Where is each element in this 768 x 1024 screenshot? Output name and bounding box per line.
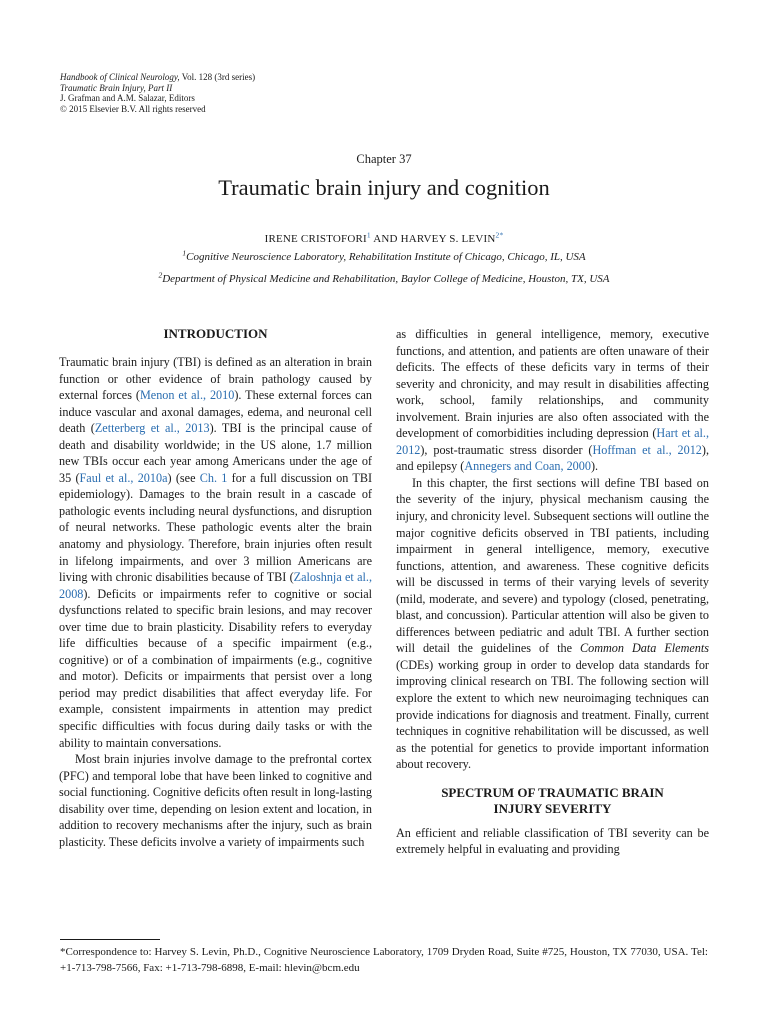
book-subtitle: Traumatic Brain Injury, Part II — [60, 82, 173, 93]
text-run: ) (see — [167, 470, 200, 485]
text-run: In this chapter, the first sections will define TBI based on the severity of the injury, physical mechanism causing the injury, and chronicity level. Subsequent sections will outline the major cognitive deficits observed in TBI patients, including impairment in general intelligence, memory, executive functions, attention, and awareness. These cognitive deficits will be discussed in terms of their varying levels of severity (mild, moderate, and severe) and typology (closed, penetrating, blast, and concussion). Particular attention will also be given to differences between pediatric and adult TBI. A further section will detail the guidelines of the — [396, 475, 709, 656]
citation-link[interactable]: Zaloshnja et al., 2008 — [59, 570, 372, 601]
affiliation-text: Cognitive Neuroscience Laboratory, Rehabilitation Institute of Chicago, Chicago, IL, USA — [186, 251, 586, 263]
text-run: ). TBI is the principal cause of death and disability worldwide; in the US alone, 1.7 million new TBIs occur each year among Americans under the age of 35 ( — [59, 421, 373, 485]
book-header — [60, 72, 255, 114]
chapter-label: Chapter 37 — [356, 152, 412, 166]
citation-link[interactable]: Hart et al., 2012 — [396, 426, 709, 457]
author-name: HARVEY S. LEVIN — [400, 233, 496, 245]
citation-link[interactable]: Annegers and Coan, 2000 — [464, 459, 591, 474]
citation-link[interactable]: Menon et al., 2010 — [139, 388, 235, 403]
author-line — [0, 230, 768, 245]
affiliation-text: Department of Physical Medicine and Rehabilitation, Baylor College of Medicine, Houston, TX, USA — [162, 273, 610, 285]
editors-line: J. Grafman and A.M. Salazar, Editors — [60, 93, 195, 103]
footnote-rule — [60, 939, 160, 940]
heading-line: SPECTRUM OF TRAUMATIC BRAIN — [441, 784, 664, 800]
text-run: ), post-traumatic stress disorder ( — [420, 442, 593, 457]
text-run: ). These external forces can induce vascular and axonal damages, edema, and neuronal cell death ( — [59, 388, 372, 436]
text-run: Traumatic brain injury (TBI) is defined as an alteration in brain function or other evidence of brain pathology caused by external forces ( — [59, 355, 372, 403]
correspondence-footnote: *Correspondence to: Harvey S. Levin, Ph.D., Cognitive Neuroscience Laboratory, 1709 Dryden Road, Suite #725, Houston, TX 77030, USA. Tel: +1-713-798-7566, Fax: +1-713-798-6898, E-mail: hlevin@bcm.edu — [60, 946, 708, 974]
series-title: Handbook of Clinical Neurology, — [60, 72, 180, 82]
text-run: ), and epilepsy ( — [396, 442, 709, 474]
affiliation-link[interactable]: 1 — [366, 230, 371, 240]
copyright-line: © 2015 Elsevier B.V. All rights reserved — [60, 103, 206, 114]
author-name: IRENE CRISTOFORI — [264, 233, 367, 245]
affiliation-number: 1 — [182, 248, 187, 258]
paragraph — [396, 326, 709, 475]
citation-link[interactable]: Hoffman et al., 2012 — [592, 442, 702, 457]
section-heading-introduction: INTRODUCTION — [163, 326, 268, 341]
text-run: (CDEs) working group in order to develop data standards for improving clinical research on TBI. The following section will explore the extent to which new neuroimaging techniques can provide indications for diagnosis and treatment. Finally, current techniques in cognitive rehabilitation will be discussed, as well as the potential for genetics to provide important information about recovery. — [396, 657, 709, 772]
heading-line: INJURY SEVERITY — [493, 800, 612, 816]
series-line — [60, 72, 255, 83]
text-run: as difficulties in general intelligence, memory, executive functions, and attention, and patients are often unaware of their deficits. The effects of these deficits vary in terms of their severity and chronicity, and may result in disabilities affecting work, school, family relationships, and community involvement. Brain injuries are also often associated with the development of comorbidities including depression ( — [396, 327, 709, 441]
paragraph: Most brain injuries involve damage to the prefrontal cortex (PFC) and temporal lobe that have been linked to cognitive and social functioning. Cognitive deficits often result in long-lasting disability over time, depending on lesion extent and location, in addition to recovery mechanisms after the injury, such as brain plasticity. These deficits involve a variety of impairments such — [59, 752, 372, 849]
paragraph — [59, 354, 372, 751]
text-run: ). Deficits or impairments refer to cognitive or social dysfunctions related to specific brain lesions, and may recover over time due to brain plasticity. Disability refers to everyday life difficulties because of a specific impairment (e.g., cognitive) or of a combination of impairments (e.g., cognitive and motor). Deficits or impairments that persist over a long period may predict disabilities that affect everyday life. For example, consistent impairments in attention may predict specific difficulties with focus during daily tasks or with the ability to maintain conversations. — [59, 586, 372, 750]
affiliation — [0, 270, 768, 285]
affiliation-number: 2 — [158, 270, 163, 280]
right-column — [396, 326, 709, 858]
paragraph — [396, 475, 709, 773]
chapter-title: Traumatic brain injury and cognition — [218, 175, 550, 200]
affiliation — [0, 248, 768, 263]
text-run: for a full discussion on TBI epidemiology). Damages to the brain result in a cascade of pathologic events including neural dysfunctions, and disruption of neural networks. These pathologic events alter the brain anatomy and physiology. Therefore, brain injuries often result in lifelong impairments, and over 3 million Americans are living with chronic disabilities because of TBI ( — [59, 470, 373, 585]
volume-info: Vol. 128 (3rd series) — [179, 72, 256, 82]
author-separator: AND — [370, 233, 401, 245]
text-run: ). — [590, 459, 599, 474]
affiliation-link[interactable]: 2* — [495, 230, 504, 240]
section-heading-spectrum — [396, 785, 709, 817]
chapter-link[interactable]: Ch. 1 — [199, 470, 228, 485]
paragraph: An efficient and reliable classification of TBI severity can be extremely helpful in evaluating and providing — [396, 825, 709, 857]
citation-link[interactable]: Faul et al., 2010a — [79, 470, 168, 485]
emphasis-term: Common Data Elements — [579, 641, 709, 656]
left-column — [59, 326, 372, 850]
citation-link[interactable]: Zetterberg et al., 2013 — [94, 421, 210, 436]
